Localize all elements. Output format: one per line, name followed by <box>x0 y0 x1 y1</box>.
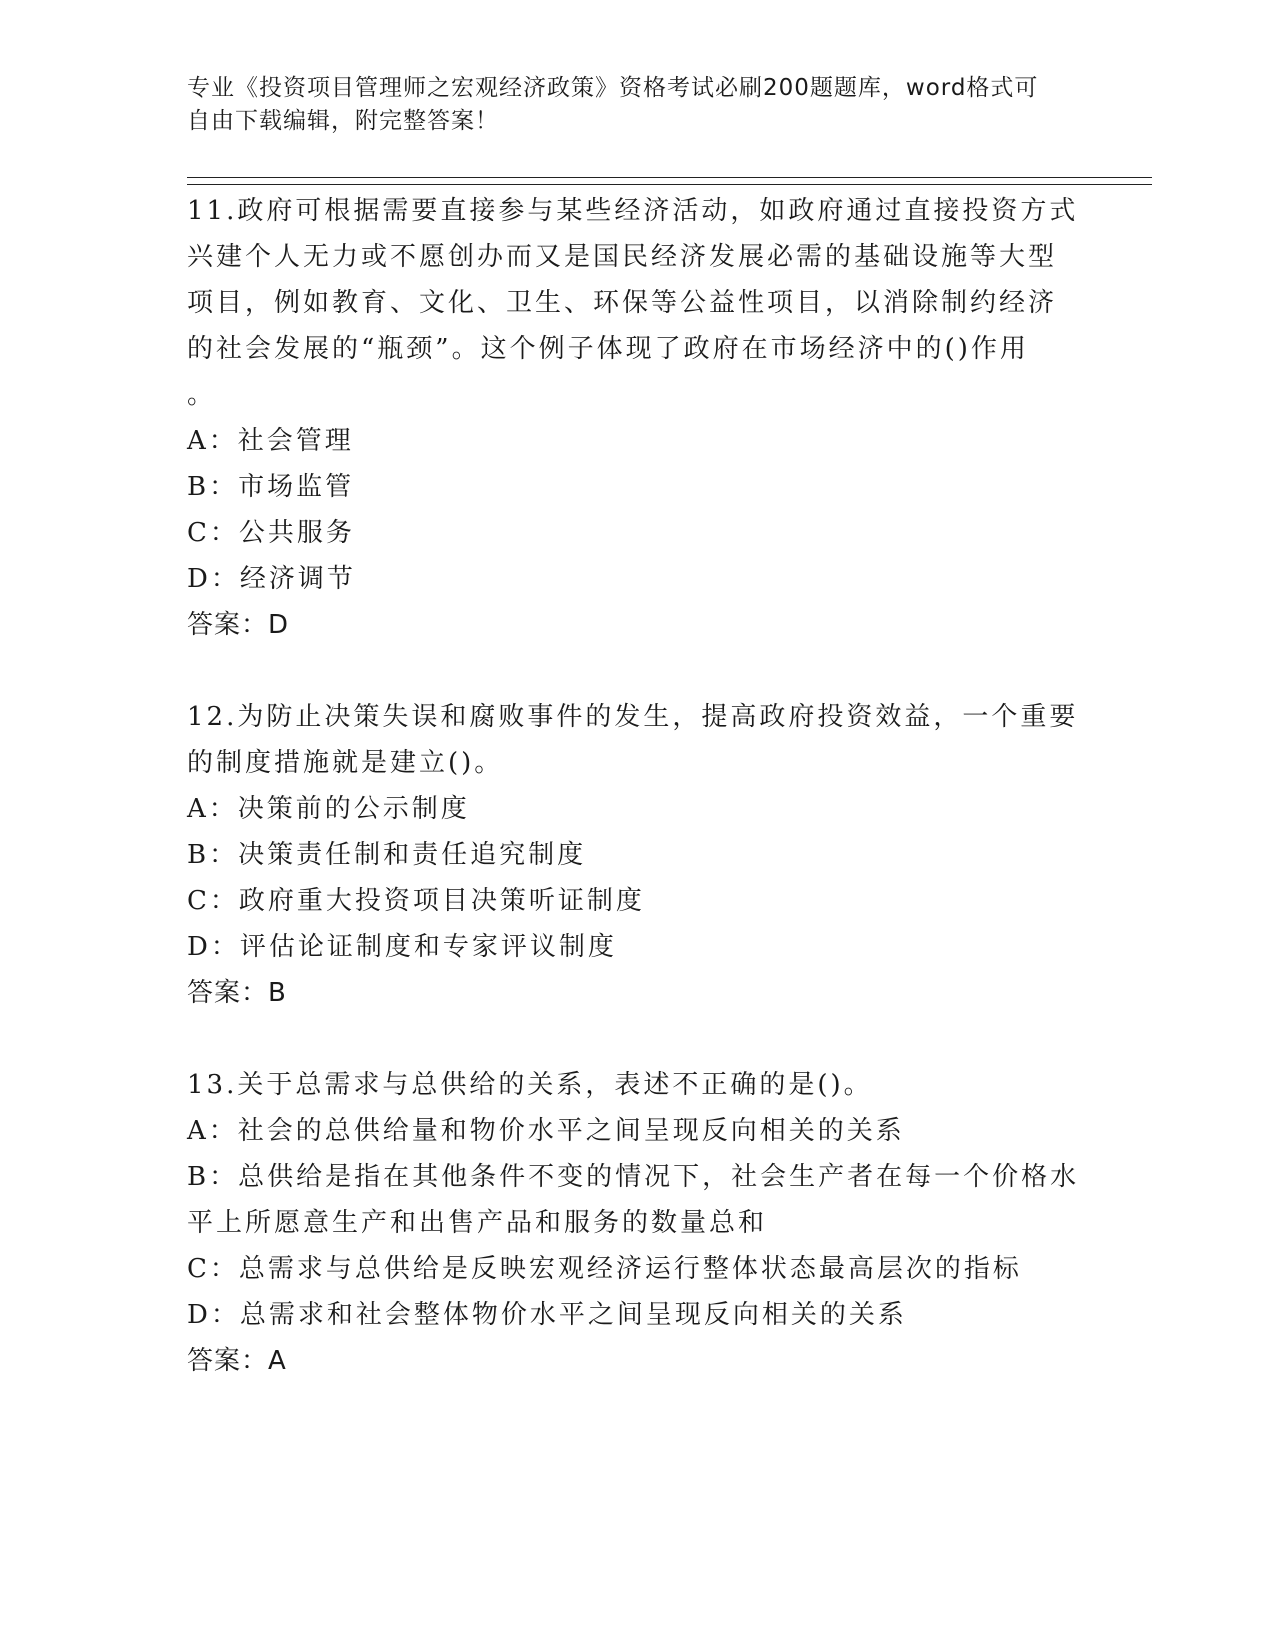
option-b: B：决策责任制和责任追究制度 <box>187 840 587 870</box>
question-stem <box>187 188 1087 418</box>
stem-line: 的社会发展的“瓶颈”。这个例子体现了政府在市场经济中的()作用 <box>187 334 1029 364</box>
stem-line: 13.关于总需求与总供给的关系，表述不正确的是()。 <box>187 1070 873 1100</box>
header-line-2: 自由下载编辑，附完整答案！ <box>187 108 499 134</box>
option-c: C：公共服务 <box>187 518 355 548</box>
answer: 答案：D <box>187 610 290 640</box>
document-header <box>187 72 1067 138</box>
answer: 答案：B <box>187 978 287 1008</box>
header-rule-top <box>187 177 1152 178</box>
stem-line: 。 <box>187 380 217 410</box>
stem-line: 项目，例如教育、文化、卫生、环保等公益性项目，以消除制约经济 <box>187 288 1058 318</box>
option-d: D：总需求和社会整体物价水平之间呈现反向相关的关系 <box>187 1300 907 1330</box>
question-13 <box>187 1062 1087 1384</box>
stem-line: 11.政府可根据需要直接参与某些经济活动，如政府通过直接投资方式 <box>187 196 1079 226</box>
question-list <box>187 188 1087 1384</box>
option-a: A：社会管理 <box>187 426 354 456</box>
option-b <box>187 1154 1087 1246</box>
stem-line: 的制度措施就是建立()。 <box>187 748 504 778</box>
option-line: 平上所愿意生产和出售产品和服务的数量总和 <box>187 1208 768 1238</box>
option-d: D：评估论证制度和专家评议制度 <box>187 932 617 962</box>
spacer <box>187 1016 1087 1062</box>
answer: 答案：A <box>187 1346 287 1376</box>
option-a: A：决策前的公示制度 <box>187 794 470 824</box>
question-11 <box>187 188 1087 648</box>
stem-line: 12.为防止决策失误和腐败事件的发生，提高政府投资效益，一个重要 <box>187 702 1079 732</box>
header-line-1: 专业《投资项目管理师之宏观经济政策》资格考试必刷200题题库，word格式可 <box>187 75 1039 101</box>
question-stem <box>187 1062 1087 1108</box>
question-12 <box>187 694 1087 1016</box>
option-line: B：总供给是指在其他条件不变的情况下，社会生产者在每一个价格水 <box>187 1162 1080 1192</box>
option-b: B：市场监管 <box>187 472 355 502</box>
option-d: D：经济调节 <box>187 564 356 594</box>
option-c: C：政府重大投资项目决策听证制度 <box>187 886 645 916</box>
header-rule-bottom <box>187 184 1152 185</box>
option-a: A：社会的总供给量和物价水平之间呈现反向相关的关系 <box>187 1116 905 1146</box>
spacer <box>187 648 1087 694</box>
question-stem <box>187 694 1087 786</box>
option-c: C：总需求与总供给是反映宏观经济运行整体状态最高层次的指标 <box>187 1254 1022 1284</box>
stem-line: 兴建个人无力或不愿创办而又是国民经济发展必需的基础设施等大型 <box>187 242 1058 272</box>
